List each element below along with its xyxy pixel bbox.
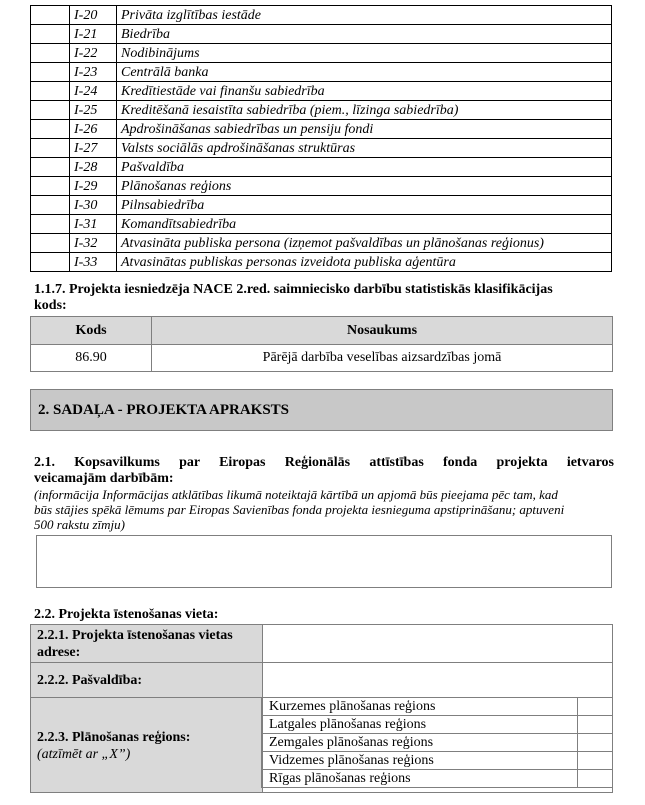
org-code-cell: I-27 — [70, 139, 117, 158]
empty-cell — [31, 215, 70, 234]
org-name-cell: Kredītiestāde vai finanšu sabiedrība — [117, 82, 612, 101]
summary-input[interactable] — [36, 535, 612, 588]
region-options-table — [261, 697, 613, 788]
municipality-input[interactable] — [263, 663, 613, 698]
region-row — [262, 734, 613, 752]
org-name-cell: Valsts sociālās apdrošināšanas struktūras — [117, 139, 612, 158]
region-note: (atzīmēt ar „X”) — [37, 747, 131, 762]
municipality-label: 2.2.2. Pašvaldība: — [31, 663, 263, 698]
region-label: 2.2.3. Plānošanas reģions: — [37, 730, 191, 745]
nace-table — [30, 316, 613, 372]
org-code-cell: I-30 — [70, 196, 117, 215]
table-row — [31, 253, 612, 272]
table-row — [31, 44, 612, 63]
org-name-cell: Apdrošināšanas sabiedrības un pensiju fondi — [117, 120, 612, 139]
region-mark-cell[interactable] — [578, 734, 613, 752]
region-mark-cell[interactable] — [578, 770, 613, 788]
org-code-cell: I-21 — [70, 25, 117, 44]
org-code-cell: I-33 — [70, 253, 117, 272]
region-mark-cell[interactable] — [578, 698, 613, 716]
region-name: Rīgas plānošanas reģions — [262, 770, 578, 788]
region-label-cell — [31, 698, 263, 793]
org-code-cell: I-22 — [70, 44, 117, 63]
table-row — [31, 82, 612, 101]
empty-cell — [31, 44, 70, 63]
org-code-cell: I-20 — [70, 6, 117, 25]
empty-cell — [31, 120, 70, 139]
org-code-cell: I-28 — [70, 158, 117, 177]
address-label — [31, 625, 263, 663]
table-row — [31, 101, 612, 120]
empty-cell — [31, 158, 70, 177]
org-name-cell: Privāta izglītības iestāde — [117, 6, 612, 25]
empty-cell — [31, 82, 70, 101]
empty-cell — [31, 25, 70, 44]
region-row — [262, 716, 613, 734]
table-row — [31, 196, 612, 215]
empty-cell — [31, 101, 70, 120]
org-code-cell: I-23 — [70, 63, 117, 82]
region-name: Zemgales plānošanas reģions — [262, 734, 578, 752]
summary-note-line2: būs stājies spēkā lēmums par Eiropas Savienības fonda projekta iesnieguma apstiprināšanu; aptuveni — [34, 502, 565, 517]
org-name-cell: Plānošanas reģions — [117, 177, 612, 196]
address-input[interactable] — [263, 625, 613, 663]
nace-name-cell[interactable]: Pārējā darbība veselības aizsardzības jomā — [152, 345, 613, 372]
table-row — [31, 139, 612, 158]
empty-cell — [31, 63, 70, 82]
section-2-title: 2. SADAĻA - PROJEKTA APRAKSTS — [38, 402, 290, 418]
location-heading: 2.2. Projekta īstenošanas vieta: — [34, 607, 219, 622]
table-row — [31, 215, 612, 234]
empty-cell — [31, 177, 70, 196]
summary-heading-line2: veicamajām darbībām: — [34, 471, 174, 486]
region-name: Latgales plānošanas reģions — [262, 716, 578, 734]
org-name-cell: Pilnsabiedrība — [117, 196, 612, 215]
summary-note-line1: (informācija Informācijas atklātības likumā noteiktajā kārtībā un apjomā būs pieejama pēc tam, kad — [34, 487, 558, 502]
region-row — [262, 698, 613, 716]
region-name: Vidzemes plānošanas reģions — [262, 752, 578, 770]
org-name-cell: Pašvaldība — [117, 158, 612, 177]
empty-cell — [31, 139, 70, 158]
table-row — [31, 234, 612, 253]
nace-heading-line2: kods: — [34, 298, 67, 313]
address-label-line2: adrese: — [37, 644, 81, 660]
org-code-cell: I-31 — [70, 215, 117, 234]
region-mark-cell[interactable] — [578, 752, 613, 770]
summary-heading — [34, 455, 614, 487]
region-name: Kurzemes plānošanas reģions — [262, 698, 578, 716]
table-row — [31, 25, 612, 44]
org-name-cell: Komandītsabiedrība — [117, 215, 612, 234]
organization-type-table — [30, 5, 612, 272]
org-code-cell: I-26 — [70, 120, 117, 139]
table-row — [31, 177, 612, 196]
region-row — [262, 770, 613, 788]
table-row — [31, 6, 612, 25]
summary-note-line3: 500 rakstu zīmju) — [34, 517, 125, 532]
region-mark-cell[interactable] — [578, 716, 613, 734]
org-name-cell: Kreditēšanā iesaistīta sabiedrība (piem., līzinga sabiedrība) — [117, 101, 612, 120]
empty-cell — [31, 253, 70, 272]
summary-heading-line1: 2.1. Kopsavilkums par Eiropas Reģionālās attīstības fonda projekta ietvaros — [34, 455, 614, 470]
nace-col-code: Kods — [31, 317, 152, 345]
table-row — [31, 63, 612, 82]
nace-code-cell[interactable]: 86.90 — [31, 345, 152, 372]
org-name-cell: Biedrība — [117, 25, 612, 44]
org-name-cell: Atvasinātas publiskas personas izveidota publiska aģentūra — [117, 253, 612, 272]
empty-cell — [31, 234, 70, 253]
empty-cell — [31, 196, 70, 215]
empty-cell — [31, 6, 70, 25]
org-name-cell: Atvasināta publiska persona (izņemot pašvaldības un plānošanas reģionus) — [117, 234, 612, 253]
nace-heading-line1: 1.1.7. Projekta iesniedzēja NACE 2.red. saimniecisko darbību statistiskās klasifikācijas — [34, 282, 553, 297]
org-name-cell: Centrālā banka — [117, 63, 612, 82]
org-code-cell: I-32 — [70, 234, 117, 253]
org-code-cell: I-24 — [70, 82, 117, 101]
table-row — [31, 120, 612, 139]
region-row — [262, 752, 613, 770]
address-label-line1: 2.2.1. Projekta īstenošanas vietas — [37, 627, 233, 643]
section-2-header — [30, 389, 613, 431]
summary-note — [34, 487, 614, 532]
org-code-cell: I-25 — [70, 101, 117, 120]
nace-heading — [34, 282, 614, 314]
org-name-cell: Nodibinājums — [117, 44, 612, 63]
org-code-cell: I-29 — [70, 177, 117, 196]
nace-col-name: Nosaukums — [152, 317, 613, 345]
table-row — [31, 158, 612, 177]
